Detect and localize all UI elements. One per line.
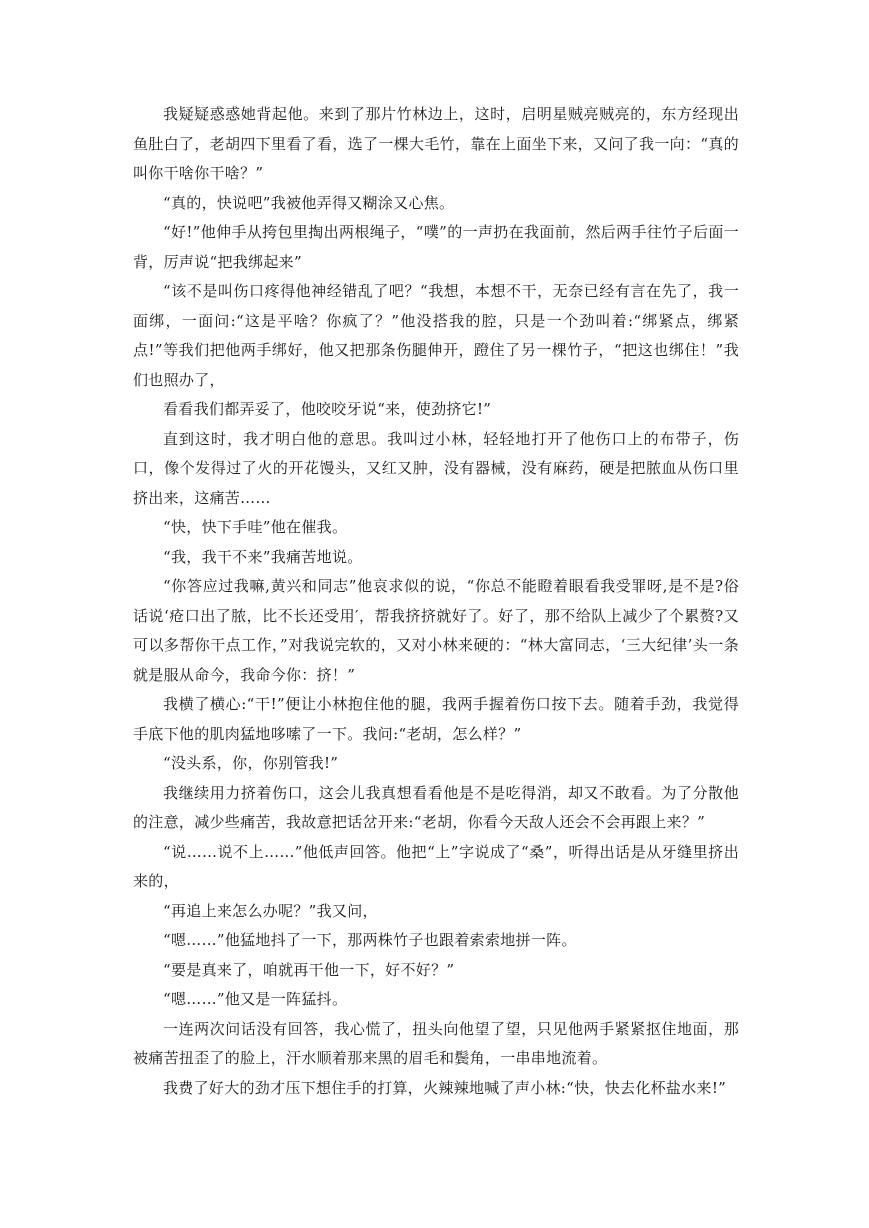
- paragraph: “没头系，你，你别管我!”: [163, 754, 339, 772]
- paragraph: “你答应过我嘛,黄兴和同志”他哀求似的说，“你总不能瞪着眼看我受罪呀,是不是?俗话说‘疮口出了脓，比不长还受用′，帮我挤挤就好了。好了，那不给队上减少了个累赘?又可以多帮你干点工作，”对我说完软的，又对小林来硬的：“林大富同志，‘三大纪律’头一条就是服从命今，我命今你：挤！”: [133, 577, 739, 684]
- paragraph: “我，我干不来”我痛苦地说。: [163, 547, 363, 566]
- paragraph: “说……说不上……”他低声回答。他把“上”字说成了“桑”，听得出话是从牙缝里挤出来的，: [133, 842, 739, 890]
- paragraph: 我费了好大的劲才压下想住手的打算，火辣辣地喊了声小林:“快，快去化杯盐水来!”: [163, 1078, 727, 1097]
- paragraph: “好!”他伸手从挎包里掏出两根绳子，“噗”的一声扔在我面前，然后两手往竹子后面一背，厉声说“把我绑起来”: [133, 223, 739, 271]
- paragraph: “真的，快说吧”我被他弄得又糊涂又心焦。: [163, 193, 455, 212]
- paragraph: “再追上来怎么办呢？”我又问，: [163, 901, 378, 920]
- paragraph: “快，快下手哇”他在催我。: [163, 518, 348, 536]
- paragraph: “嗯……”他又是一阵猛抖。: [163, 990, 348, 1008]
- paragraph: 我疑疑惑惑她背起他。来到了那片竹林边上，这时，启明星贼亮贼亮的，东方经现出鱼肚白了，老胡四下里看了看，选了一棵大毛竹，靠在上面坐下来，又问了我一向：“真的叫你干啥你干啥？”: [133, 105, 739, 182]
- paragraph: “嗯……”他猛地抖了一下，那两株竹子也跟着索索地拼一阵。: [163, 931, 577, 949]
- paragraph: “该不是叫伤口疼得他神经错乱了吧？“我想，本想不干，无奈已经有言在先了，我一面绑，一面问:“这是平啥？你疯了？”他没搭我的腔，只是一个劲叫着:“绑紧点，绑紧点!”等我们把他两手绑好，他又把那条伤腿伸开，蹬住了另一棵竹子，“把这也绑住！”我们也照办了，: [133, 282, 739, 389]
- paragraph: 一连两次问话没有回答，我心慌了，扭头向他望了望，只见他两手紧紧抠住地面，那被痛苦扭歪了的脸上，汗水顺着那来黑的眉毛和鬓角，一串串地流着。: [133, 1019, 739, 1067]
- paragraph: 直到这时，我才明白他的意思。我叫过小林，轻轻地打开了他伤口上的布带子，伤口，像个发得过了火的开花馒头，又红又肿，没有器械，没有麻药，硬是把脓血从伤口里挤出来，这痛苦……: [133, 429, 739, 507]
- story-text: [133, 100, 739, 1103]
- paragraph: 我横了横心:“干!”便让小林抱住他的腿，我两手握着伤口按下去。随着手劲，我觉得手底下他的肌肉猛地哆嗦了一下。我问:“老胡，怎么样？”: [133, 695, 739, 743]
- paragraph: 我继续用力挤着伤口，这会儿我真想看看他是不是吃得消，却又不敢看。为了分散他的注意，减少些痛苦，我故意把话岔开来:“老胡，你看今天敌人还会不会再跟上来？”: [133, 783, 739, 831]
- paragraph: 看看我们都弄妥了，他咬咬牙说“来，使劲挤它!”: [163, 400, 492, 418]
- paragraph: “要是真来了，咱就再干他一下，好不好？”: [163, 960, 455, 979]
